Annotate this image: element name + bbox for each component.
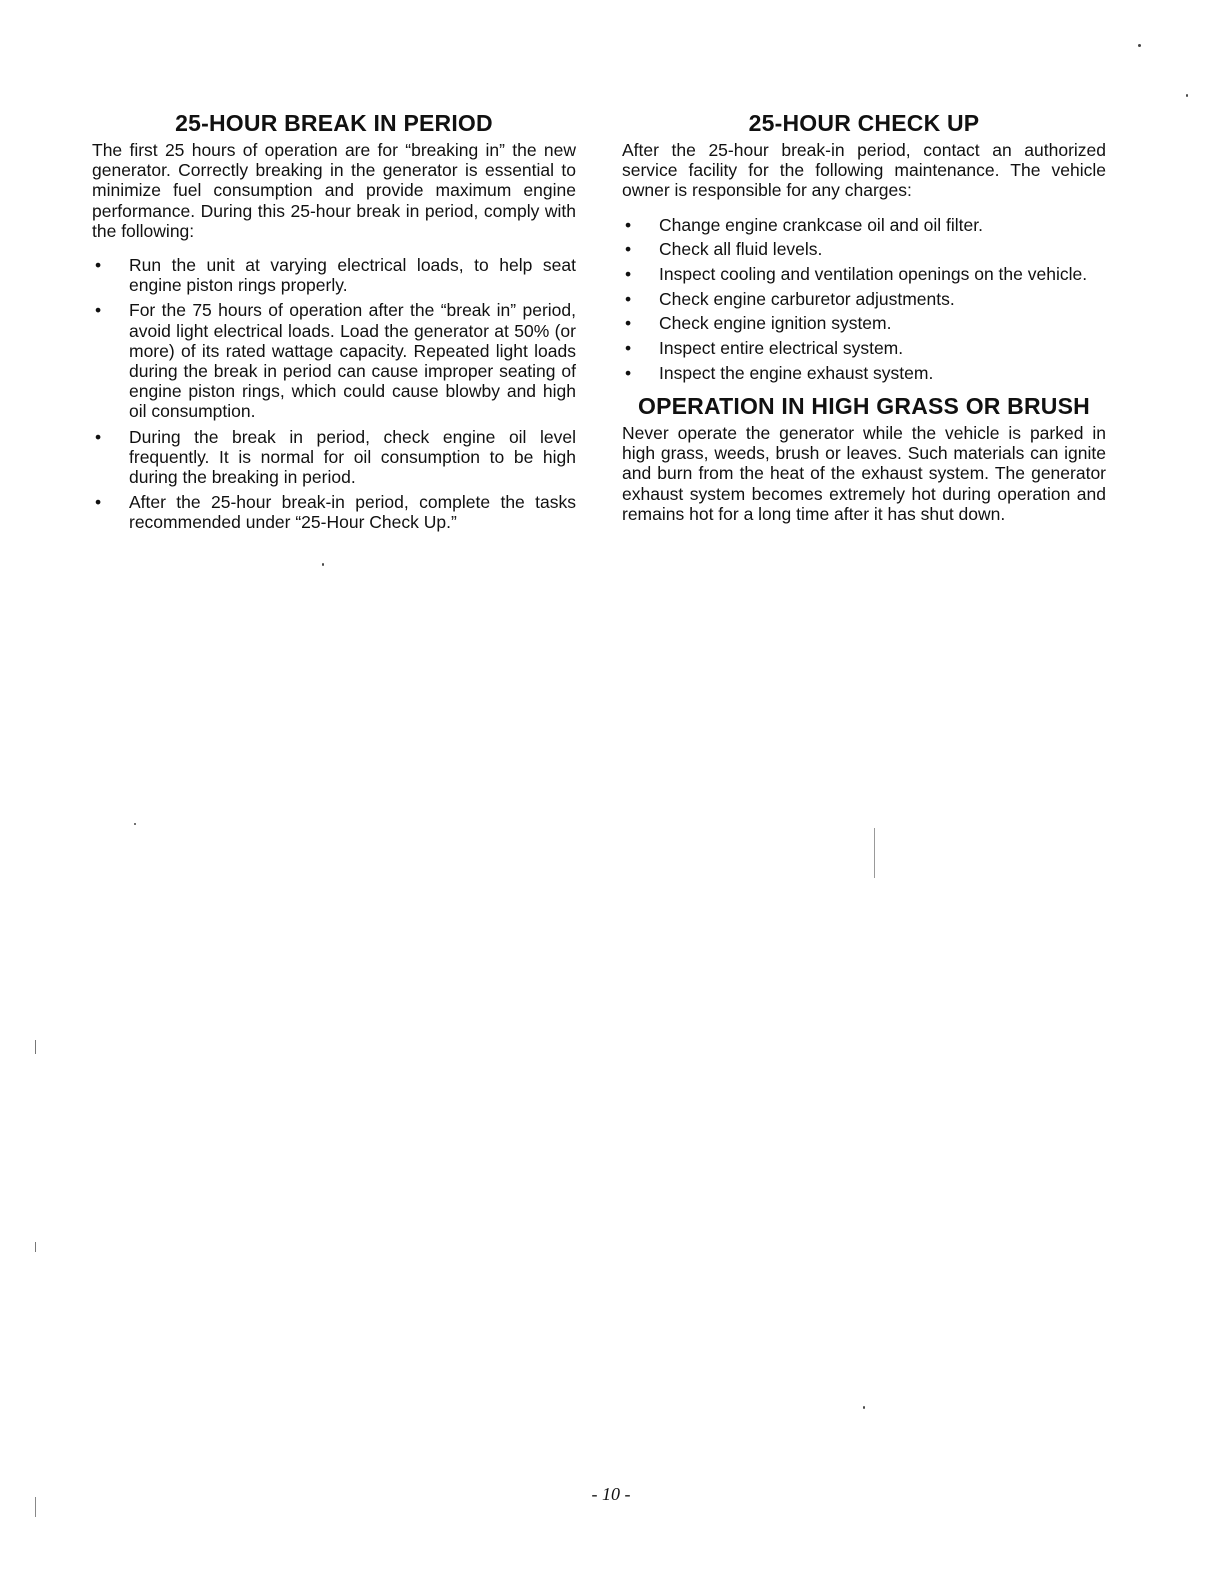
scan-speck	[874, 828, 875, 878]
left-column	[92, 108, 576, 538]
bullet-icon: •	[625, 239, 632, 260]
list-item: • Inspect entire electrical system.	[625, 338, 904, 359]
bullet-icon: •	[95, 426, 102, 447]
bullet-icon: •	[625, 338, 632, 359]
scan-speck	[322, 563, 324, 566]
bullet-icon: •	[625, 288, 632, 309]
scan-speck	[35, 1242, 36, 1252]
bullet-icon: •	[95, 492, 102, 513]
check-up-intro: After the 25-hour break-in period, contact an authorized service facility for the following maintenance. The vehicle owner is responsible for any charges:	[622, 140, 1106, 201]
page-number: - 10 -	[591, 1484, 631, 1504]
bullet-icon: •	[625, 214, 632, 235]
check-up-list	[622, 215, 1106, 383]
high-grass-text: Never operate the generator while the vehicle is parked in high grass, weeds, brush or leaves. Such materials can ignite and burn from the heat of the exhaust system. The generator exhaust system becomes extremely hot during operation and remains hot for a long time after it has shut down.	[622, 423, 1106, 524]
list-item: • Inspect the engine exhaust system.	[625, 362, 934, 383]
break-in-list	[92, 255, 576, 533]
list-item: • For the 75 hours of operation after the “break in” period, avoid light electrical loads. Load the generator at 50% (or more) of its rated wattage capacity. Repeated light loads during the break in period can cause improper seating of engine piston rings, which could cause blowby and high oil consumption.	[95, 300, 576, 422]
list-item: • After the 25-hour break-in period, complete the tasks recommended under “25-Hour Check Up.”	[95, 492, 576, 533]
bullet-icon: •	[95, 255, 102, 276]
bullet-icon: •	[625, 264, 632, 285]
high-grass-heading: OPERATION IN HIGH GRASS OR BRUSH	[638, 393, 1090, 420]
scan-speck	[1186, 94, 1188, 97]
list-item: • Change engine crankcase oil and oil filter.	[625, 214, 983, 235]
bullet-icon: •	[625, 362, 632, 383]
break-in-heading: 25-HOUR BREAK IN PERIOD	[175, 110, 493, 136]
list-item: • Run the unit at varying electrical loads, to help seat engine piston rings properly.	[95, 255, 576, 296]
list-item: • During the break in period, check engine oil level frequently. It is normal for oil consumption to be high during the breaking in period.	[95, 426, 576, 488]
right-column	[622, 108, 1106, 524]
list-item: • Inspect cooling and ventilation openings on the vehicle.	[625, 264, 1088, 285]
scan-speck	[863, 1406, 865, 1409]
scan-speck	[134, 823, 136, 825]
list-item: • Check all fluid levels.	[625, 239, 823, 260]
list-item: • Check engine carburetor adjustments.	[625, 288, 955, 309]
break-in-intro: The first 25 hours of operation are for “breaking in” the new generator. Correctly breaking in the generator is essential to minimize fuel consumption and provide maximum engine performance. During this 25-hour break in period, comply with the following:	[92, 140, 576, 241]
scan-speck	[35, 1040, 36, 1054]
bullet-icon: •	[95, 300, 102, 321]
check-up-heading: 25-HOUR CHECK UP	[748, 110, 980, 136]
scan-speck	[35, 1497, 36, 1517]
list-item: • Check engine ignition system.	[625, 313, 892, 334]
bullet-icon: •	[625, 313, 632, 334]
scan-speck	[1138, 44, 1141, 47]
